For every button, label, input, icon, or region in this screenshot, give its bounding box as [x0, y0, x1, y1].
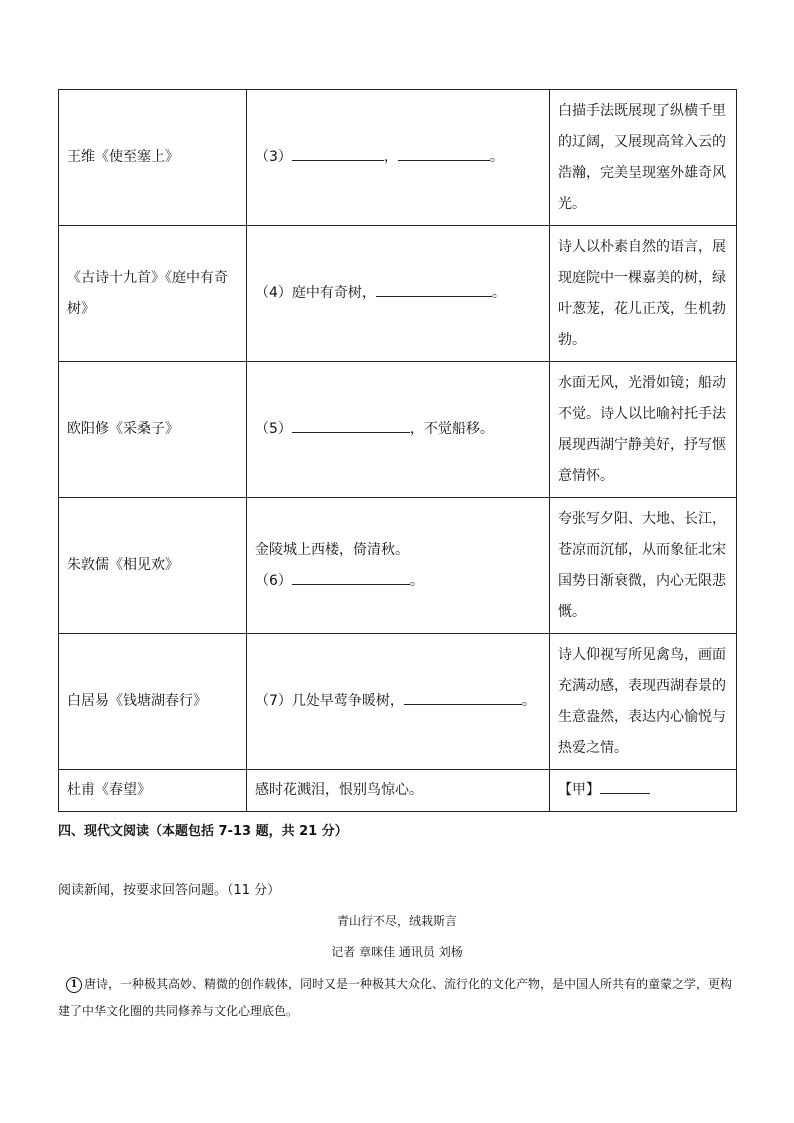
verse-prefix: （6）: [255, 572, 292, 589]
verse-cell: [247, 498, 550, 634]
table-row: [59, 634, 737, 770]
answer-blank[interactable]: [292, 145, 384, 161]
answer-blank[interactable]: [292, 417, 410, 433]
verse-end: 。: [409, 572, 424, 589]
note-cell: 诗人以朴素自然的语言，展现庭院中一棵嘉美的树，绿叶葱茏，花儿正茂，生机勃勃。: [550, 226, 737, 362]
table-row: [59, 498, 737, 634]
verse-cell: [247, 90, 550, 226]
note-cell: 白描手法既展现了纵横千里的辽阔，又展现高耸入云的浩瀚，完美呈现塞外雄奇风光。: [550, 90, 737, 226]
answer-blank[interactable]: [292, 569, 410, 585]
verse-cell: [247, 226, 550, 362]
verse-prefix: （5）: [255, 421, 292, 437]
verse-end: 。: [521, 693, 536, 709]
paragraph-number: 1: [66, 977, 82, 993]
verse-end: 。: [491, 285, 506, 301]
answer-blank[interactable]: [376, 281, 492, 297]
section-title: 四、现代文阅读（本题包括 7-13 题，共 21 分）: [58, 824, 348, 839]
note-label: 【甲】: [558, 782, 600, 798]
article-byline: 记者 章咪佳 通讯员 刘杨: [331, 945, 463, 959]
verse-line: 金陵城上西楼，倚清秋。: [255, 541, 409, 558]
note-cell: 诗人仰视写所见禽鸟，画面充满动感，表现西湖春景的生意盎然，表达内心愉悦与热爱之情。: [550, 634, 737, 770]
table-row: [59, 90, 737, 226]
article-title: 青山行不尽，绒栽斯言: [336, 914, 457, 928]
verse-cell: [247, 362, 550, 498]
article-paragraph: [58, 971, 738, 1025]
poem-table: [58, 89, 737, 812]
author-cell: 王维《使至塞上》: [59, 90, 247, 226]
section-instruction: 阅读新闻，按要求回答问题。（11 分）: [58, 883, 281, 898]
verse-cell: [247, 634, 550, 770]
note-cell: [550, 770, 737, 812]
author-cell: 朱敦儒《相见欢》: [59, 498, 247, 634]
verse-end: ，不觉船移。: [409, 421, 494, 437]
answer-blank[interactable]: [404, 689, 522, 705]
verse-cell: 感时花溅泪，恨别鸟惊心。: [247, 770, 550, 812]
table-row: [59, 362, 737, 498]
note-cell: 夸张写夕阳、大地、长江，苍凉而沉郁，从而象征北宋国势日渐衰微，内心无限悲慨。: [550, 498, 737, 634]
answer-blank[interactable]: [398, 145, 490, 161]
verse-end: 。: [489, 149, 504, 165]
verse-comma: ，: [383, 149, 398, 165]
note-cell: 水面无风，光滑如镜；船动不觉。诗人以比喻衬托手法展现西湖宁静美好，抒写惬意情怀。: [550, 362, 737, 498]
verse-prefix: （7）几处早莺争暖树，: [255, 693, 404, 709]
verse-prefix: （3）: [255, 149, 292, 165]
author-cell: 白居易《钱塘湖春行》: [59, 634, 247, 770]
table-row: [59, 770, 737, 812]
verse-prefix: （4）庭中有奇树，: [255, 285, 376, 301]
author-cell: 欧阳修《采桑子》: [59, 362, 247, 498]
author-cell: 杜甫《春望》: [59, 770, 247, 812]
paragraph-text: 唐诗，一种极其高妙、精微的创作载体，同时又是一种极其大众化、流行化的文化产物，是中国人所共有的童蒙之学，更构建了中华文化圈的共同修养与文化心理底色。: [58, 977, 733, 1018]
author-cell: 《古诗十九首》《庭中有奇树》: [59, 226, 247, 362]
table-row: [59, 226, 737, 362]
answer-blank[interactable]: [600, 778, 650, 794]
